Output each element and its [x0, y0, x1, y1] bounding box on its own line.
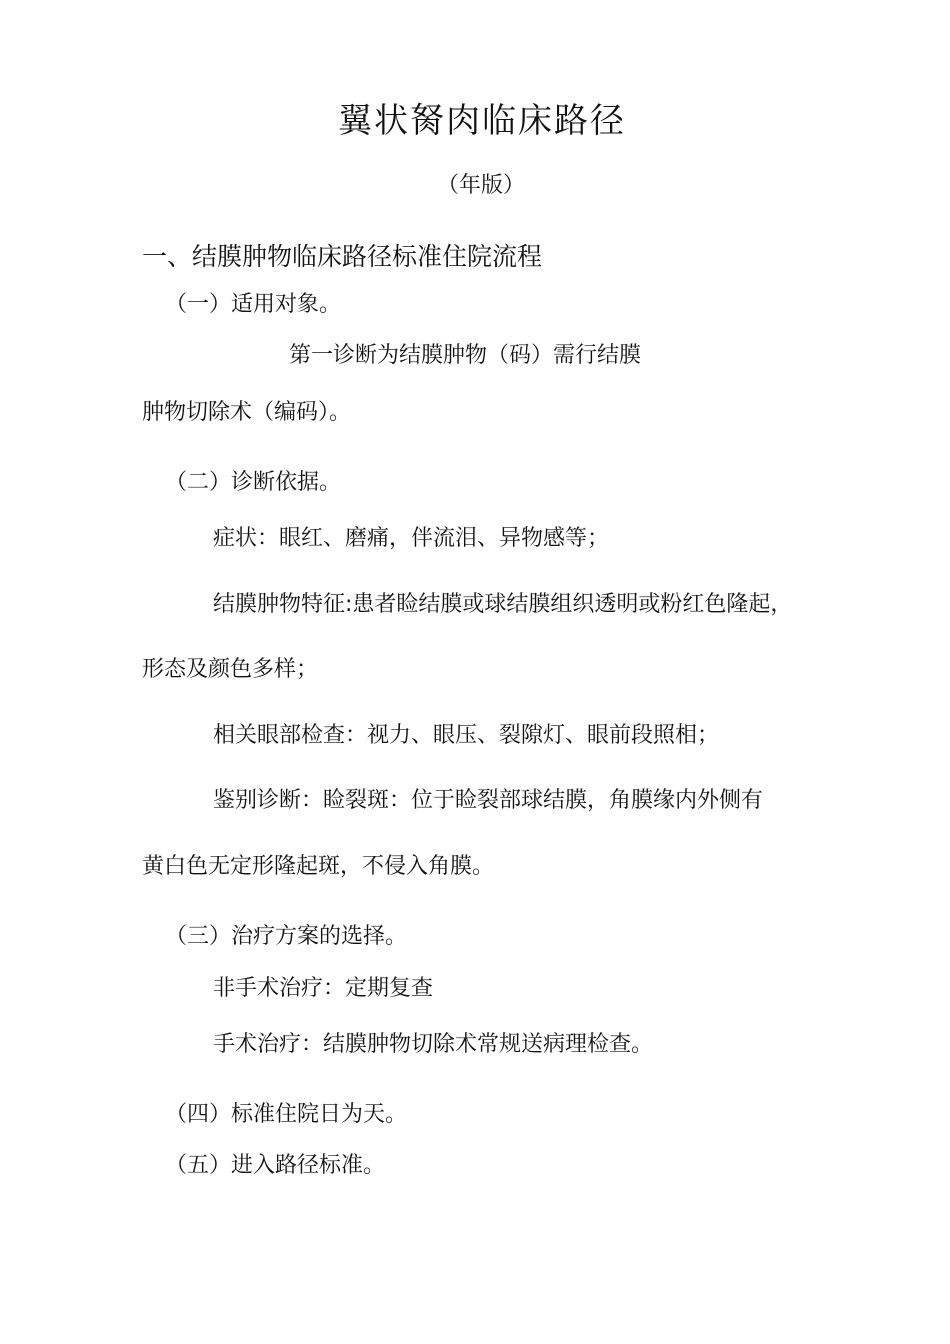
paragraph-line: 形态及颜色多样； — [142, 657, 319, 682]
edition-label: （年版） — [437, 173, 526, 198]
subheading-applicable-objects: （一）适用对象。 — [165, 292, 342, 317]
section-heading-1: 一、结膜肿物临床路径标准住院流程 — [142, 242, 543, 271]
paragraph-line: 症状：眼红、磨痛，伴流泪、异物感等； — [213, 526, 610, 551]
paragraph-line: 第一诊断为结膜肿物（码）需行结膜 — [289, 343, 642, 368]
subheading-hospital-stay: （四）标准住院日为天。 — [165, 1102, 408, 1127]
paragraph-line: 鉴别诊断：睑裂斑：位于睑裂部球结膜，角膜缘内外侧有 — [213, 788, 764, 813]
paragraph-line: 黄白色无定形隆起斑，不侵入角膜。 — [142, 854, 495, 879]
subheading-entry-criteria: （五）进入路径标准。 — [165, 1153, 386, 1178]
paragraph-line: 手术治疗：结膜肿物切除术常规送病理检查。 — [213, 1032, 654, 1057]
subheading-treatment-choice: （三）治疗方案的选择。 — [165, 924, 408, 949]
subheading-diagnosis-basis: （二）诊断依据。 — [165, 470, 342, 495]
paragraph-line: 结膜肿物特征:患者睑结膜或球结膜组织透明或粉红色隆起， — [213, 592, 793, 617]
paragraph-line: 相关眼部检查：视力、眼压、裂隙灯、眼前段照相； — [213, 723, 720, 748]
paragraph-line: 肿物切除术（编码）。 — [142, 400, 352, 425]
document-title: 翼状胬肉临床路径 — [338, 101, 626, 141]
paragraph-line: 非手术治疗：定期复查 — [213, 976, 434, 1001]
